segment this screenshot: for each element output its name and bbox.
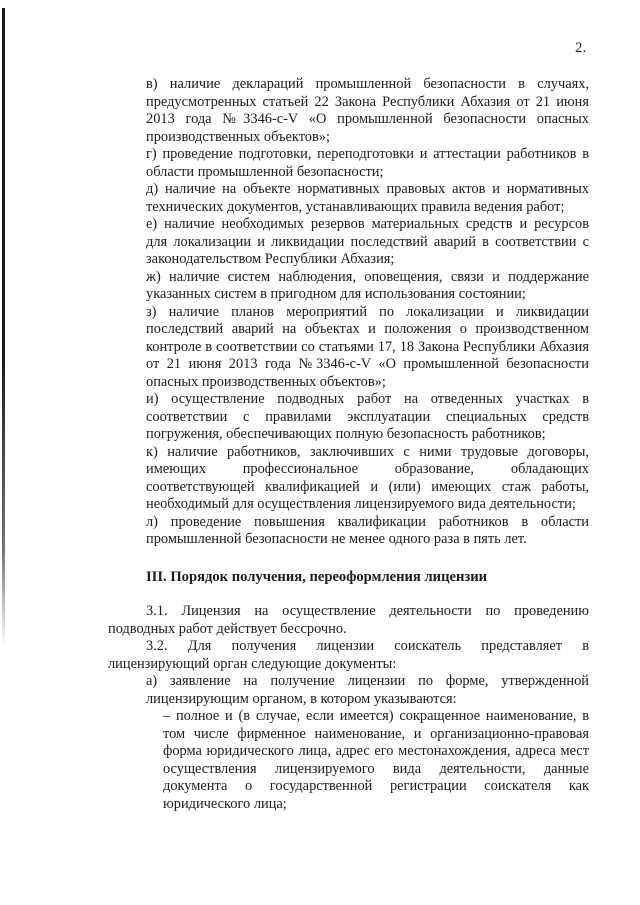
section-heading: III. Порядок получения, переоформления лицензии — [146, 568, 488, 585]
list-item-e: е) наличие необходимых резервов материальных средств и ресурсов для локализации и ликвидации последствий аварий в соответствии с законодательством Республики Абхазия; — [146, 216, 589, 267]
document-body — [108, 76, 589, 813]
clause-3-2: 3.2. Для получения лицензии соискатель представляет в лицензирующий орган следующие документы: — [108, 638, 589, 672]
list-item-d: д) наличие на объекте нормативных правовых актов и нормативных технических документов, устанавливающих правила ведения работ; — [146, 181, 589, 215]
list-item-v: в) наличие деклараций промышленной безопасности в случаях, предусмотренных статьей 22 Закона Республики Абхазия от 21 июня 2013 года №3346-с-V «О промышленной безопасности опасных производственных объектов»; — [146, 76, 589, 145]
scan-edge-line — [2, 8, 5, 648]
page-number: 2. — [575, 40, 587, 56]
list-item-l: л) проведение повышения квалификации работников в области промышленной безопасности не менее одного раза в пять лет. — [146, 513, 589, 547]
clause-3-2-item-a: а) заявление на получение лицензии по форме, утвержденной лицензирующим органом, в котором указываются: — [146, 673, 589, 707]
list-item-g: г) проведение подготовки, переподготовки и аттестации работников в области промышленной безопасности; — [146, 146, 589, 180]
clause-3-1: 3.1. Лицензия на осуществление деятельности по проведению подводных работ действует бессрочно. — [108, 603, 589, 637]
list-item-k: к) наличие работников, заключивших с ними трудовые договоры, имеющих профессиональное образование, обладающих соответствующей квалификацией и (или) имеющих стаж работы, необходимый для осуществления лицензируемого вида деятельности; — [146, 443, 589, 512]
clause-3-2-a-subitem: – полное и (в случае, если имеется) сокращенное наименование, в том числе фирменное наименование, и организационно-правовая форма юридического лица, адрес его местонахождения, адреса мест осуществления лицензируемого вида деятельности, данные документа о государственной регистрации соискателя как юридического лица; — [163, 708, 589, 812]
list-item-zh: ж) наличие систем наблюдения, оповещения, связи и поддержание указанных систем в пригодном для использования состоянии; — [146, 268, 589, 302]
list-item-i: и) осуществление подводных работ на отведенных участках в соответствии с правилами эксплуатации специальных средств погружения, обеспечивающих полную безопасность работников; — [146, 391, 589, 442]
list-item-z: з) наличие планов мероприятий по локализации и ликвидации последствий аварий на объектах и положения о производственном контроле в соответствии со статьями 17, 18 Закона Республики Абхазия от 21 июня 2013 года №3346-с-V «О промышленной безопасности опасных производственных объектов»; — [146, 303, 589, 390]
